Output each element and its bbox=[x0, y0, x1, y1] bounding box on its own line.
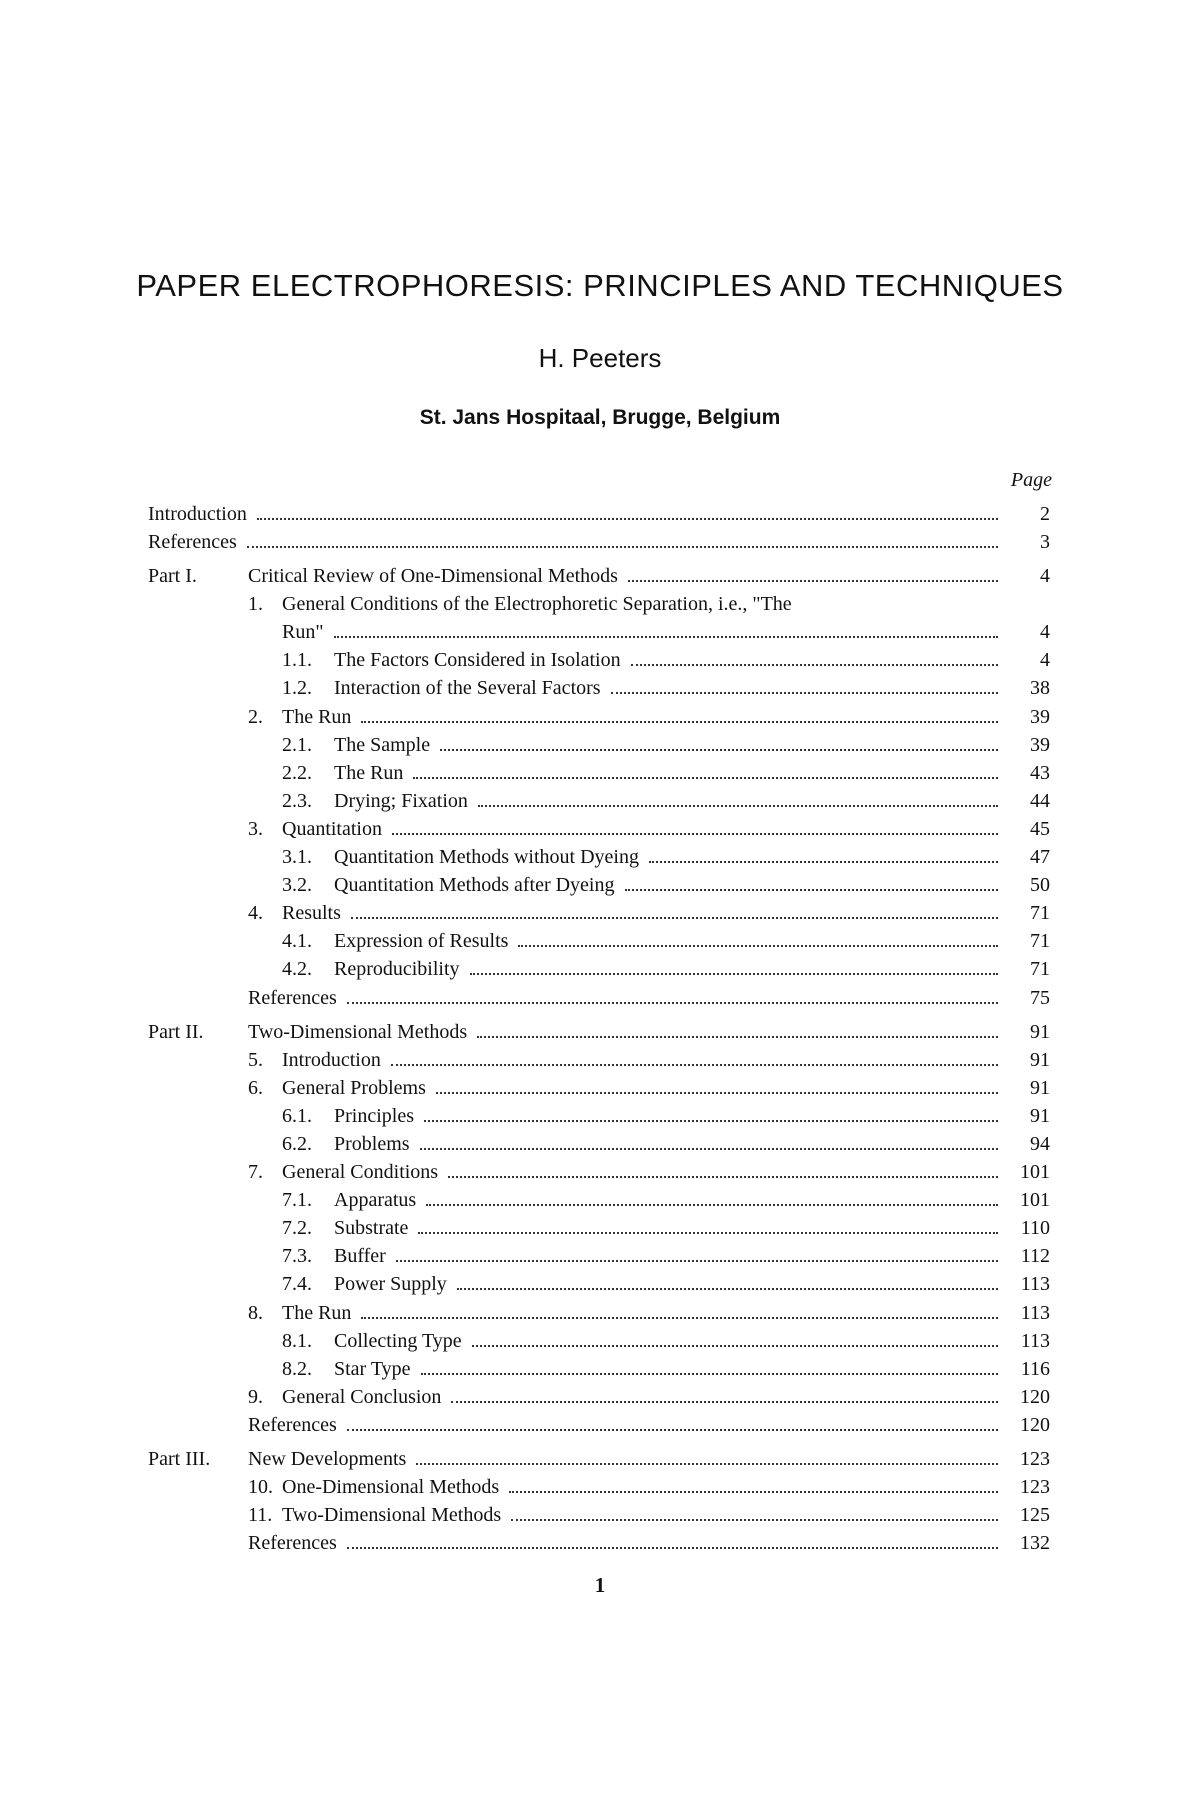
dot-leader bbox=[347, 1429, 998, 1431]
document-title: PAPER ELECTROPHORESIS: PRINCIPLES AND TECHNIQUES bbox=[136, 268, 1064, 303]
toc-entry-title: General Conclusion bbox=[282, 1385, 442, 1408]
toc-entry-page: 113 bbox=[1020, 1301, 1050, 1324]
toc-entry-label bbox=[148, 1473, 499, 1501]
dot-leader bbox=[426, 1204, 998, 1206]
toc-entry-label bbox=[148, 562, 618, 590]
toc-entry bbox=[148, 955, 1050, 983]
toc-entry-label bbox=[148, 899, 341, 927]
toc-entry-label bbox=[148, 787, 468, 815]
dot-leader bbox=[611, 692, 998, 694]
toc-entry-label bbox=[148, 1214, 408, 1242]
toc-entry-label bbox=[148, 646, 621, 674]
toc-entry-label bbox=[148, 815, 382, 843]
toc-entry-page: 3 bbox=[1040, 531, 1050, 554]
toc-entry bbox=[148, 787, 1050, 815]
toc-entry-label bbox=[148, 1383, 441, 1411]
toc-entry-title: Quantitation Methods without Dyeing bbox=[334, 846, 639, 869]
dot-leader bbox=[477, 1036, 998, 1038]
toc-entry-title: References bbox=[248, 1413, 337, 1436]
toc-entry bbox=[148, 1501, 1050, 1529]
toc-entry bbox=[148, 1242, 1050, 1270]
toc-entry-number: 6.2. bbox=[282, 1132, 312, 1155]
dot-leader bbox=[391, 1064, 998, 1066]
toc-entry-number: 2.2. bbox=[282, 761, 312, 784]
dot-leader bbox=[457, 1288, 998, 1290]
toc-entry-page: 91 bbox=[1030, 1104, 1050, 1127]
toc-entry bbox=[148, 759, 1050, 787]
toc-entry bbox=[148, 1102, 1050, 1130]
toc-entry bbox=[148, 871, 1050, 899]
dot-leader bbox=[628, 580, 998, 582]
toc-entry-number: 3. bbox=[248, 817, 263, 840]
toc-entry bbox=[148, 703, 1050, 731]
toc-entry-label bbox=[148, 955, 460, 983]
toc-entry-title: Quantitation Methods after Dyeing bbox=[334, 874, 615, 897]
toc-entry-page: 4 bbox=[1040, 565, 1050, 588]
dot-leader bbox=[649, 861, 998, 863]
toc-entry-title: References bbox=[248, 1532, 337, 1555]
toc-entry-number: 7.4. bbox=[282, 1273, 312, 1296]
toc-entry-number: 8. bbox=[248, 1301, 263, 1324]
toc-entry-number: 1.2. bbox=[282, 677, 312, 700]
toc-entry-label bbox=[148, 528, 237, 556]
toc-entry-page: 71 bbox=[1030, 902, 1050, 925]
toc-entry bbox=[148, 1473, 1050, 1501]
toc-entry bbox=[148, 984, 1050, 1012]
dot-leader bbox=[420, 1148, 998, 1150]
toc-entry bbox=[148, 500, 1050, 528]
toc-entry-page: 71 bbox=[1030, 958, 1050, 981]
dot-leader bbox=[418, 1232, 998, 1234]
toc-entry bbox=[148, 1074, 1050, 1102]
toc-entry-page: 44 bbox=[1030, 789, 1050, 812]
toc-entry-page: 91 bbox=[1030, 1076, 1050, 1099]
toc-entry-number: 8.2. bbox=[282, 1357, 312, 1380]
toc-entry bbox=[148, 1529, 1050, 1557]
toc-entry-number: Part II. bbox=[148, 1020, 204, 1043]
toc-entry-number: 7.3. bbox=[282, 1245, 312, 1268]
toc-entry-number: 2.3. bbox=[282, 789, 312, 812]
toc-entry-label bbox=[148, 1501, 501, 1529]
dot-leader bbox=[257, 518, 998, 520]
toc-entry-title: Introduction bbox=[282, 1048, 381, 1071]
toc-entry-title: The Sample bbox=[334, 733, 431, 756]
toc-entry-page: 101 bbox=[1020, 1161, 1050, 1184]
toc-entry-page: 101 bbox=[1020, 1189, 1050, 1212]
toc-entry-number: 4. bbox=[248, 902, 263, 925]
toc-entry-title: Two-Dimensional Methods bbox=[282, 1504, 502, 1527]
toc-entry-number: 7. bbox=[248, 1161, 263, 1184]
toc-entry-title: General Problems bbox=[282, 1076, 426, 1099]
toc-entry-page: 132 bbox=[1020, 1532, 1050, 1555]
toc-entry-title: Critical Review of One-Dimensional Methods bbox=[248, 565, 618, 588]
toc-entry-number: 3.2. bbox=[282, 874, 312, 897]
toc-entry-title: The Factors Considered in Isolation bbox=[334, 649, 621, 672]
toc-entry-title: Problems bbox=[334, 1132, 410, 1155]
toc-entry-title: Drying; Fixation bbox=[334, 789, 468, 812]
toc-entry-title: Star Type bbox=[334, 1357, 411, 1380]
toc-entry-page: 110 bbox=[1020, 1217, 1050, 1240]
toc-entry bbox=[148, 1299, 1050, 1327]
toc-entry-page: 112 bbox=[1020, 1245, 1050, 1268]
dot-leader bbox=[421, 1373, 998, 1375]
toc-entry-number: Part III. bbox=[148, 1448, 211, 1470]
toc-entry-label bbox=[148, 984, 337, 1012]
toc-entry-page: 113 bbox=[1020, 1329, 1050, 1352]
toc-entry-label bbox=[148, 1445, 406, 1473]
dot-leader bbox=[361, 721, 998, 723]
dot-leader bbox=[413, 777, 998, 779]
toc-entry-title: Principles bbox=[334, 1104, 414, 1127]
toc-entry bbox=[148, 815, 1050, 843]
toc-entry-label bbox=[148, 703, 351, 731]
toc-entry-page: 50 bbox=[1030, 874, 1050, 897]
toc-entry-number: 10. bbox=[248, 1476, 273, 1499]
dot-leader bbox=[478, 805, 998, 807]
dot-leader bbox=[631, 664, 998, 666]
toc-entry-page: 45 bbox=[1030, 817, 1050, 840]
toc-entry-number: 1.1. bbox=[282, 649, 312, 672]
toc-entry-page: 113 bbox=[1020, 1273, 1050, 1296]
toc-entry-label bbox=[148, 759, 403, 787]
toc-entry-label bbox=[148, 1327, 462, 1355]
toc-entry-label bbox=[148, 731, 430, 759]
toc-entry-title: Introduction bbox=[148, 503, 247, 525]
toc-entry-number: 6.1. bbox=[282, 1104, 312, 1127]
toc-entry-label bbox=[148, 1158, 438, 1186]
toc-entry-page: 125 bbox=[1020, 1504, 1050, 1527]
dot-leader bbox=[347, 1547, 998, 1549]
toc-entry bbox=[148, 1327, 1050, 1355]
toc-entry-title: Two-Dimensional Methods bbox=[248, 1020, 468, 1043]
toc-entry-page: 4 bbox=[1040, 649, 1050, 672]
toc-entry-label bbox=[148, 1299, 351, 1327]
toc-entry-page: 2 bbox=[1040, 503, 1050, 525]
toc-entry bbox=[148, 1445, 1050, 1473]
dot-leader bbox=[351, 917, 998, 919]
dot-leader bbox=[509, 1491, 998, 1493]
toc-entry-title: The Run bbox=[282, 705, 352, 728]
toc-entry-title: The Run bbox=[334, 761, 404, 784]
dot-leader bbox=[436, 1092, 998, 1094]
toc-entry bbox=[148, 646, 1050, 674]
toc-entry-page: 94 bbox=[1030, 1132, 1050, 1155]
toc-entry-label bbox=[148, 674, 601, 702]
toc-entry bbox=[148, 1383, 1050, 1411]
toc-entry bbox=[148, 1018, 1050, 1046]
toc-entry-title: Apparatus bbox=[334, 1189, 417, 1212]
toc-entry-title: Interaction of the Several Factors bbox=[334, 677, 601, 700]
toc-entry-number: 7.2. bbox=[282, 1217, 312, 1240]
toc-entry bbox=[148, 899, 1050, 927]
toc-entry-number: 4.1. bbox=[282, 930, 312, 953]
toc-entry-page: 4 bbox=[1040, 621, 1050, 644]
toc-entry-page: 116 bbox=[1020, 1357, 1050, 1380]
dot-leader bbox=[440, 749, 998, 751]
toc-entry-title: References bbox=[248, 986, 337, 1009]
toc-entry-page: 75 bbox=[1030, 986, 1050, 1009]
dot-leader bbox=[361, 1317, 998, 1319]
toc-entry-page: 91 bbox=[1030, 1048, 1050, 1071]
toc-entry-label bbox=[148, 1242, 386, 1270]
toc-entry-label bbox=[148, 1270, 447, 1298]
dot-leader bbox=[392, 833, 998, 835]
toc-entry-number: 11. bbox=[248, 1504, 273, 1527]
toc-entry-number: 8.1. bbox=[282, 1329, 312, 1352]
dot-leader bbox=[416, 1463, 998, 1465]
toc-entry-title: General Conditions bbox=[282, 1161, 439, 1184]
toc-entry-title: General Conditions of the Electrophoretic Separation, i.e., "The bbox=[282, 593, 792, 616]
toc-entry-title: Expression of Results bbox=[334, 930, 509, 953]
toc-entry-page: 38 bbox=[1030, 677, 1050, 700]
toc-entry-page: 39 bbox=[1030, 733, 1050, 756]
page-number: 1 bbox=[594, 1573, 606, 1597]
toc-entry-label bbox=[148, 1018, 467, 1046]
toc-entry-label bbox=[148, 843, 639, 871]
toc-entry-label bbox=[148, 927, 508, 955]
toc-entry-number: 1. bbox=[248, 593, 263, 616]
toc-entry bbox=[148, 562, 1050, 590]
toc-entry-number: 5. bbox=[248, 1048, 263, 1071]
toc-entry-number: 2.1. bbox=[282, 733, 312, 756]
toc-entry-title: Reproducibility bbox=[334, 958, 460, 981]
toc-entry-title: New Developments bbox=[248, 1448, 407, 1470]
toc-entry bbox=[148, 843, 1050, 871]
toc-entry bbox=[148, 1186, 1050, 1214]
toc-entry-title: Power Supply bbox=[334, 1273, 447, 1296]
toc-entry-title: Collecting Type bbox=[334, 1329, 462, 1352]
toc-entry-page: 120 bbox=[1020, 1385, 1050, 1408]
toc-entry bbox=[148, 590, 1050, 646]
dot-leader bbox=[334, 636, 998, 638]
toc-entry-page: 123 bbox=[1020, 1476, 1050, 1499]
toc-entry bbox=[148, 1130, 1050, 1158]
toc-entry-number: 9. bbox=[248, 1385, 263, 1408]
author-name: H. Peeters bbox=[538, 343, 662, 373]
toc-entry bbox=[148, 1355, 1050, 1383]
toc-entry-label bbox=[148, 871, 615, 899]
toc-entry-number: 2. bbox=[248, 705, 263, 728]
toc-entry-title: Quantitation bbox=[282, 817, 382, 840]
dot-leader bbox=[347, 1002, 998, 1004]
toc-entry-label bbox=[148, 1102, 414, 1130]
page-column-header: Page bbox=[1010, 469, 1052, 491]
toc-entry-number: 4.2. bbox=[282, 958, 312, 981]
toc-entry-page: 71 bbox=[1030, 930, 1050, 953]
toc-entry-label bbox=[148, 1411, 337, 1439]
dot-leader bbox=[247, 546, 998, 548]
dot-leader bbox=[470, 973, 998, 975]
dot-leader bbox=[451, 1401, 998, 1403]
toc-entry bbox=[148, 1411, 1050, 1439]
toc-entry bbox=[148, 674, 1050, 702]
toc-entry-label bbox=[148, 500, 247, 528]
toc-entry-title: Buffer bbox=[334, 1245, 386, 1268]
toc-entry-label bbox=[148, 1355, 411, 1383]
toc-entry-label bbox=[148, 1046, 381, 1074]
dot-leader bbox=[448, 1176, 998, 1178]
toc-entry-title: Substrate bbox=[334, 1217, 409, 1240]
toc-entry-number: 6. bbox=[248, 1076, 263, 1099]
toc-entry-page: 123 bbox=[1020, 1448, 1050, 1470]
table-of-contents bbox=[148, 500, 1050, 1557]
toc-entry-label bbox=[148, 590, 792, 618]
toc-entry-number: 7.1. bbox=[282, 1189, 312, 1212]
toc-entry-title: One-Dimensional Methods bbox=[282, 1476, 500, 1499]
dot-leader bbox=[424, 1120, 998, 1122]
dot-leader bbox=[518, 945, 998, 947]
toc-entry-title: References bbox=[148, 531, 237, 554]
toc-entry-label bbox=[148, 1074, 426, 1102]
toc-entry-label bbox=[148, 1186, 416, 1214]
toc-entry bbox=[148, 1046, 1050, 1074]
toc-entry bbox=[148, 927, 1050, 955]
toc-entry-page: 120 bbox=[1020, 1413, 1050, 1436]
toc-entry bbox=[148, 1214, 1050, 1242]
toc-entry bbox=[148, 731, 1050, 759]
toc-entry-title: Results bbox=[282, 902, 341, 925]
dot-leader bbox=[511, 1519, 998, 1521]
toc-entry-label bbox=[148, 1130, 410, 1158]
toc-entry-label bbox=[148, 1529, 337, 1557]
toc-entry-page: 91 bbox=[1030, 1020, 1050, 1043]
toc-entry bbox=[148, 528, 1050, 556]
dot-leader bbox=[396, 1260, 998, 1262]
toc-entry bbox=[148, 1270, 1050, 1298]
toc-entry-title-continued: Run" bbox=[282, 621, 324, 644]
toc-entry-page: 39 bbox=[1030, 705, 1050, 728]
toc-entry bbox=[148, 1158, 1050, 1186]
toc-entry-page: 43 bbox=[1030, 761, 1050, 784]
toc-entry-number: Part I. bbox=[148, 565, 197, 588]
toc-entry-page: 47 bbox=[1030, 846, 1050, 869]
dot-leader bbox=[472, 1345, 998, 1347]
dot-leader bbox=[625, 889, 999, 891]
author-affiliation: St. Jans Hospitaal, Brugge, Belgium bbox=[419, 406, 781, 429]
toc-entry-title: The Run bbox=[282, 1301, 352, 1324]
toc-entry-number: 3.1. bbox=[282, 846, 312, 869]
